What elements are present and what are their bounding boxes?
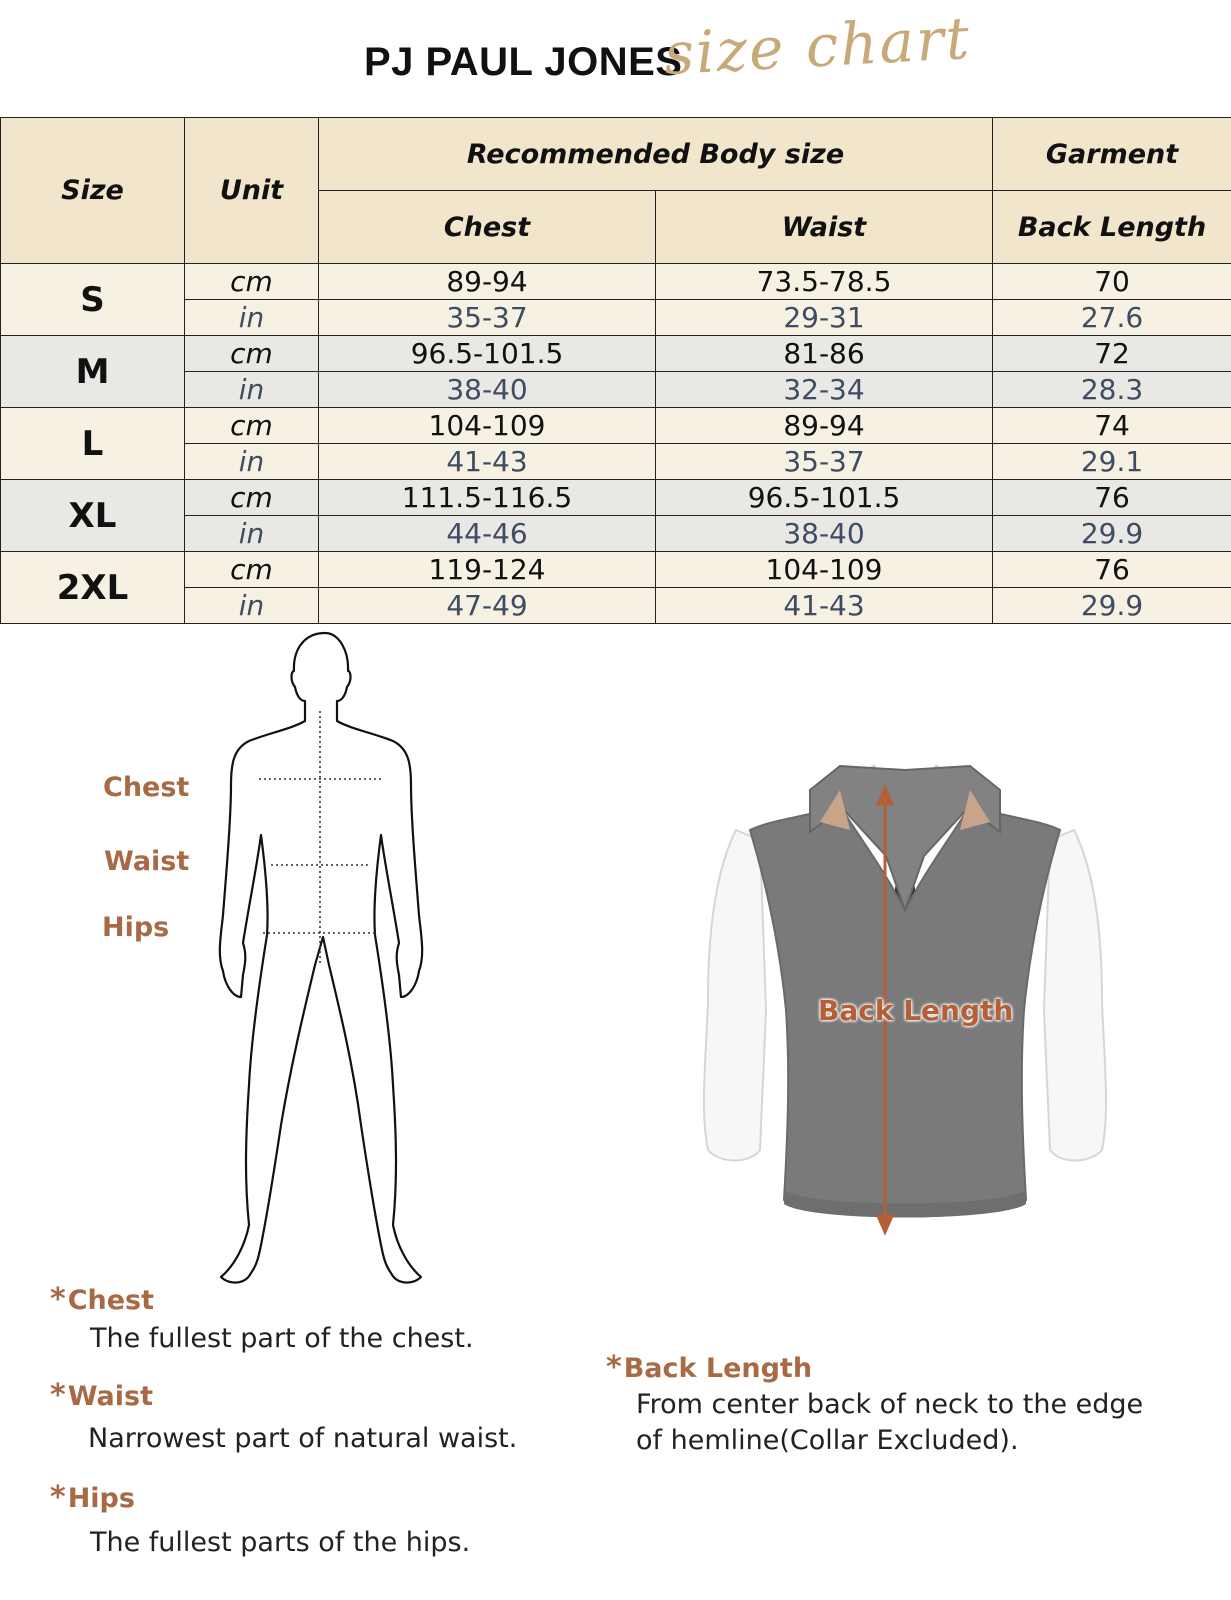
definition-title: Waist bbox=[67, 1381, 153, 1412]
header-back-length: Back Length bbox=[993, 191, 1231, 264]
asterisk-icon: * bbox=[50, 1480, 66, 1515]
unit-cell: cm bbox=[185, 408, 319, 444]
unit-cell: in bbox=[185, 372, 319, 408]
asterisk-icon: * bbox=[606, 1350, 622, 1385]
unit-cell: cm bbox=[185, 480, 319, 516]
header-size: Size bbox=[1, 118, 185, 264]
definition-text: The fullest part of the chest. bbox=[90, 1323, 474, 1354]
unit-cell: in bbox=[185, 444, 319, 480]
definition-back-length bbox=[606, 1350, 1143, 1459]
figure-label-chest: Chest bbox=[103, 772, 190, 803]
definition-hips bbox=[50, 1480, 470, 1561]
unit-cell: in bbox=[185, 516, 319, 552]
back-length-cell: 29.1 bbox=[993, 444, 1231, 480]
unit-cell: cm bbox=[185, 264, 319, 300]
brand-name: PJ PAUL JONES bbox=[364, 40, 683, 84]
header bbox=[0, 0, 1231, 115]
figure-label-hips: Hips bbox=[102, 912, 170, 943]
size-table bbox=[0, 117, 1231, 624]
chest-cell: 119-124 bbox=[319, 552, 656, 588]
chest-cell: 89-94 bbox=[319, 264, 656, 300]
size-chart-script-title: size chart bbox=[662, 4, 973, 88]
definition-text: Narrowest part of natural waist. bbox=[88, 1423, 518, 1454]
chest-cell: 38-40 bbox=[319, 372, 656, 408]
table-row bbox=[1, 300, 1231, 336]
back-length-cell: 76 bbox=[993, 480, 1231, 516]
waist-cell: 41-43 bbox=[656, 588, 993, 624]
back-length-cell: 28.3 bbox=[993, 372, 1231, 408]
definition-chest bbox=[50, 1282, 474, 1357]
chest-cell: 96.5-101.5 bbox=[319, 336, 656, 372]
definition-text: The fullest parts of the hips. bbox=[90, 1527, 471, 1558]
waist-cell: 38-40 bbox=[656, 516, 993, 552]
waist-cell: 81-86 bbox=[656, 336, 993, 372]
table-row bbox=[1, 372, 1231, 408]
table-row bbox=[1, 408, 1231, 444]
header-chest: Chest bbox=[319, 191, 656, 264]
back-length-cell: 70 bbox=[993, 264, 1231, 300]
unit-cell: in bbox=[185, 300, 319, 336]
definition-text-line-1: From center back of neck to the edge bbox=[636, 1389, 1144, 1420]
figure-label-back-length: Back Length bbox=[818, 994, 1014, 1027]
definition-title: Chest bbox=[67, 1285, 155, 1316]
waist-cell: 89-94 bbox=[656, 408, 993, 444]
back-length-cell: 74 bbox=[993, 408, 1231, 444]
chest-cell: 111.5-116.5 bbox=[319, 480, 656, 516]
unit-cell: cm bbox=[185, 552, 319, 588]
chest-cell: 41-43 bbox=[319, 444, 656, 480]
definition-title: Back Length bbox=[623, 1353, 813, 1384]
unit-cell: in bbox=[185, 588, 319, 624]
table-row bbox=[1, 552, 1231, 588]
waist-cell: 35-37 bbox=[656, 444, 993, 480]
waist-cell: 32-34 bbox=[656, 372, 993, 408]
size-cell: 2XL bbox=[1, 552, 185, 624]
back-length-cell: 27.6 bbox=[993, 300, 1231, 336]
header-unit: Unit bbox=[185, 118, 319, 264]
header-garment: Garment bbox=[993, 118, 1231, 191]
table-row bbox=[1, 516, 1231, 552]
size-cell: XL bbox=[1, 480, 185, 552]
table-row bbox=[1, 444, 1231, 480]
asterisk-icon: * bbox=[50, 1378, 66, 1413]
waist-cell: 29-31 bbox=[656, 300, 993, 336]
body-outline-figure bbox=[205, 625, 445, 1295]
header-recommended-body-size: Recommended Body size bbox=[319, 118, 993, 191]
waist-cell: 73.5-78.5 bbox=[656, 264, 993, 300]
chest-cell: 47-49 bbox=[319, 588, 656, 624]
table-row bbox=[1, 588, 1231, 624]
size-cell: S bbox=[1, 264, 185, 336]
body-outline-icon bbox=[205, 625, 445, 1295]
back-length-cell: 29.9 bbox=[993, 516, 1231, 552]
definition-waist bbox=[50, 1378, 517, 1457]
size-cell: M bbox=[1, 336, 185, 408]
back-length-cell: 72 bbox=[993, 336, 1231, 372]
waist-cell: 104-109 bbox=[656, 552, 993, 588]
figure-label-waist: Waist bbox=[104, 846, 190, 877]
waist-cell: 96.5-101.5 bbox=[656, 480, 993, 516]
header-waist: Waist bbox=[656, 191, 993, 264]
back-length-cell: 76 bbox=[993, 552, 1231, 588]
size-cell: L bbox=[1, 408, 185, 480]
chest-cell: 104-109 bbox=[319, 408, 656, 444]
chest-cell: 44-46 bbox=[319, 516, 656, 552]
table-row bbox=[1, 480, 1231, 516]
chest-cell: 35-37 bbox=[319, 300, 656, 336]
table-row bbox=[1, 264, 1231, 300]
table-row bbox=[1, 336, 1231, 372]
definition-text-line-2: of hemline(Collar Excluded). bbox=[636, 1425, 1019, 1456]
asterisk-icon: * bbox=[50, 1282, 66, 1317]
unit-cell: cm bbox=[185, 336, 319, 372]
back-length-cell: 29.9 bbox=[993, 588, 1231, 624]
definition-title: Hips bbox=[67, 1483, 135, 1514]
